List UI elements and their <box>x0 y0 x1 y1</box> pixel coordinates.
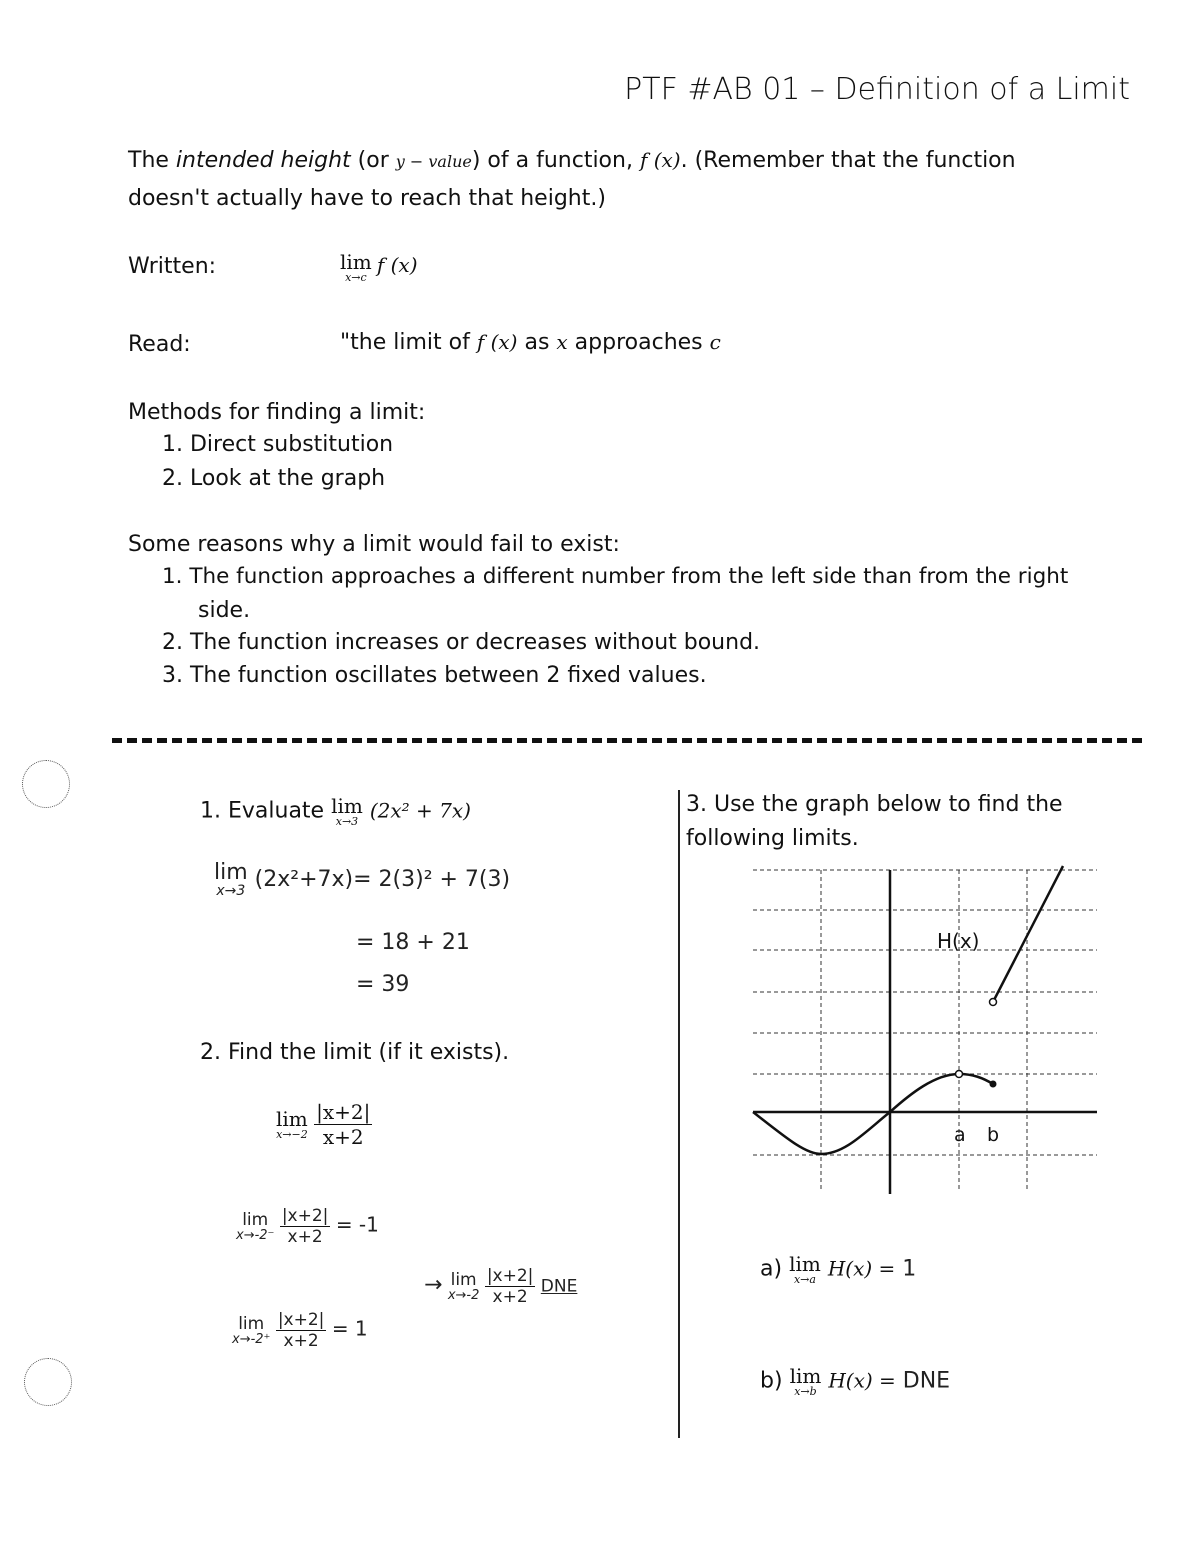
q1-prompt <box>200 796 471 827</box>
q2-left-fraction <box>280 1206 331 1247</box>
written-fx: f (x) <box>376 253 418 277</box>
written-lim <box>340 252 372 283</box>
q2-res-value: DNE <box>540 1276 578 1297</box>
q3-part-a <box>760 1254 916 1285</box>
q1-work-line2: = 18 + 21 <box>356 930 470 955</box>
read-text <box>340 330 721 355</box>
q2-work-right <box>232 1310 368 1351</box>
read-x: x <box>556 330 568 354</box>
q1-work-expr: (2x²+7x)= 2(3)² + 7(3) <box>254 867 511 892</box>
q2-res-den: x+2 <box>492 1287 528 1307</box>
q2-right-lim <box>232 1313 271 1347</box>
q2-right-den: x+2 <box>283 1331 319 1351</box>
q2-right-fraction <box>276 1310 327 1351</box>
q2-right-lim-sub: x→-2⁺ <box>232 1331 271 1347</box>
q2-lim-word: lim <box>276 1107 308 1131</box>
q1-work-lim <box>214 862 248 898</box>
q1-work-line1 <box>214 862 510 898</box>
q1-lim-sub: x→3 <box>335 815 359 828</box>
q2-res-fraction <box>485 1266 536 1307</box>
dashed-divider <box>112 738 1142 743</box>
q3-b-expression: H(x) = <box>828 1368 896 1393</box>
intro-line1 <box>128 148 1016 173</box>
punch-hole-top <box>22 760 70 808</box>
punch-hole-bottom <box>24 1358 72 1406</box>
q2-left-lim-sub: x→-2⁻ <box>236 1227 275 1243</box>
q2-res-num: |x+2| <box>486 1266 534 1286</box>
intro-yvalue: y − value <box>395 152 472 171</box>
q3-b-answer: DNE <box>902 1368 951 1394</box>
read-label: Read: <box>128 332 191 357</box>
q2-left-lim <box>236 1209 275 1243</box>
q2-left-den: x+2 <box>287 1227 323 1247</box>
written-expression <box>340 252 418 283</box>
q2-left-lim-word: lim <box>242 1209 269 1230</box>
q2-lim <box>276 1109 308 1140</box>
methods-item-1: 1. Direct substitution <box>162 432 394 457</box>
q2-lim-sub: x→−2 <box>276 1128 308 1141</box>
written-label: Written: <box>128 254 217 279</box>
intro-text-2: (or <box>350 148 396 173</box>
q2-right-num: |x+2| <box>277 1310 325 1330</box>
q3-b-lim-sub: x→b <box>794 1385 817 1398</box>
q2-right-value: = 1 <box>331 1316 368 1341</box>
written-lim-sub: x→c <box>345 271 367 284</box>
q1-label: 1. Evaluate <box>200 798 332 824</box>
methods-heading: Methods for finding a limit: <box>128 400 426 425</box>
graph-open-point-a <box>956 1071 963 1078</box>
q3-graph <box>745 862 1105 1202</box>
reasons-item-1-cont: side. <box>198 598 251 623</box>
q3-b-prefix: b) <box>760 1368 783 1394</box>
q3-a-lim-word: lim <box>789 1252 821 1276</box>
reasons-heading: Some reasons why a limit would fail to exist: <box>128 532 620 557</box>
intro-text-3: ) of a function, <box>471 148 640 173</box>
graph-a-label: a <box>954 1124 966 1146</box>
q3-a-lim <box>789 1254 821 1285</box>
q1-work-lim-sub: x→3 <box>216 883 246 899</box>
q3-b-lim-word: lim <box>789 1364 822 1388</box>
q3-prompt-line1: 3. Use the graph below to find the <box>686 792 1063 817</box>
methods-item-2: 2. Look at the graph <box>162 466 386 491</box>
intro-text-1: The <box>128 148 176 173</box>
q2-prompt: 2. Find the limit (if it exists). <box>200 1040 510 1065</box>
column-divider <box>678 790 680 1438</box>
reasons-item-2: 2. The function increases or decreases without bound. <box>162 630 761 655</box>
q2-right-lim-word: lim <box>238 1313 265 1334</box>
q2-work-result <box>424 1266 577 1307</box>
graph-grid <box>753 870 1097 1192</box>
written-lim-word: lim <box>340 250 372 274</box>
q2-den: x+2 <box>322 1125 364 1149</box>
graph-function-label: H(x) <box>937 929 980 953</box>
intro-line2: doesn't actually have to reach that height.) <box>128 186 606 211</box>
read-mid: as <box>517 330 557 355</box>
q2-work-left <box>236 1206 379 1247</box>
q2-res-lim-sub: x→-2 <box>447 1287 480 1303</box>
q1-work-line3: = 39 <box>356 972 410 997</box>
intro-text-4: . (Remember that the function <box>680 148 1016 173</box>
read-mid2: approaches <box>567 330 710 355</box>
graph-b-label: b <box>987 1124 1000 1146</box>
q2-res-lim-word: lim <box>450 1269 477 1290</box>
q3-a-prefix: a) <box>760 1256 783 1282</box>
graph-line-segment <box>993 866 1063 1002</box>
read-prefix: "the limit of <box>340 330 477 355</box>
q2-res-lim <box>447 1269 480 1303</box>
q1-expression: (2x² + 7x) <box>369 798 471 823</box>
q2-arrow: → <box>424 1272 443 1298</box>
read-fx: f (x) <box>476 330 518 354</box>
graph-open-point-line <box>990 999 997 1006</box>
graph-closed-point-b <box>990 1081 997 1088</box>
q2-fraction <box>314 1100 372 1149</box>
q3-a-lim-sub: x→a <box>793 1273 816 1286</box>
q3-a-expression: H(x) = <box>827 1256 896 1281</box>
q3-a-answer: 1 <box>902 1256 917 1282</box>
q3-part-b <box>760 1366 950 1397</box>
q3-prompt-line2: following limits. <box>686 826 859 851</box>
q2-expression <box>276 1100 372 1149</box>
read-c: c <box>709 330 721 354</box>
q2-left-value: = -1 <box>335 1212 379 1237</box>
reasons-item-1: 1. The function approaches a different number from the left side than from the right <box>162 564 1069 589</box>
q1-lim <box>331 796 363 827</box>
q2-left-num: |x+2| <box>281 1206 329 1226</box>
intro-italic: intended height <box>175 148 351 173</box>
q3-b-lim <box>790 1366 822 1397</box>
q1-work-lim-word: lim <box>214 860 248 885</box>
reasons-item-3: 3. The function oscillates between 2 fixed values. <box>162 663 707 688</box>
q2-num: |x+2| <box>316 1100 371 1124</box>
page-title: PTF #AB 01 – Definition of a Limit <box>624 72 1130 107</box>
intro-fx: f (x) <box>639 148 681 172</box>
q1-lim-word: lim <box>331 794 363 818</box>
